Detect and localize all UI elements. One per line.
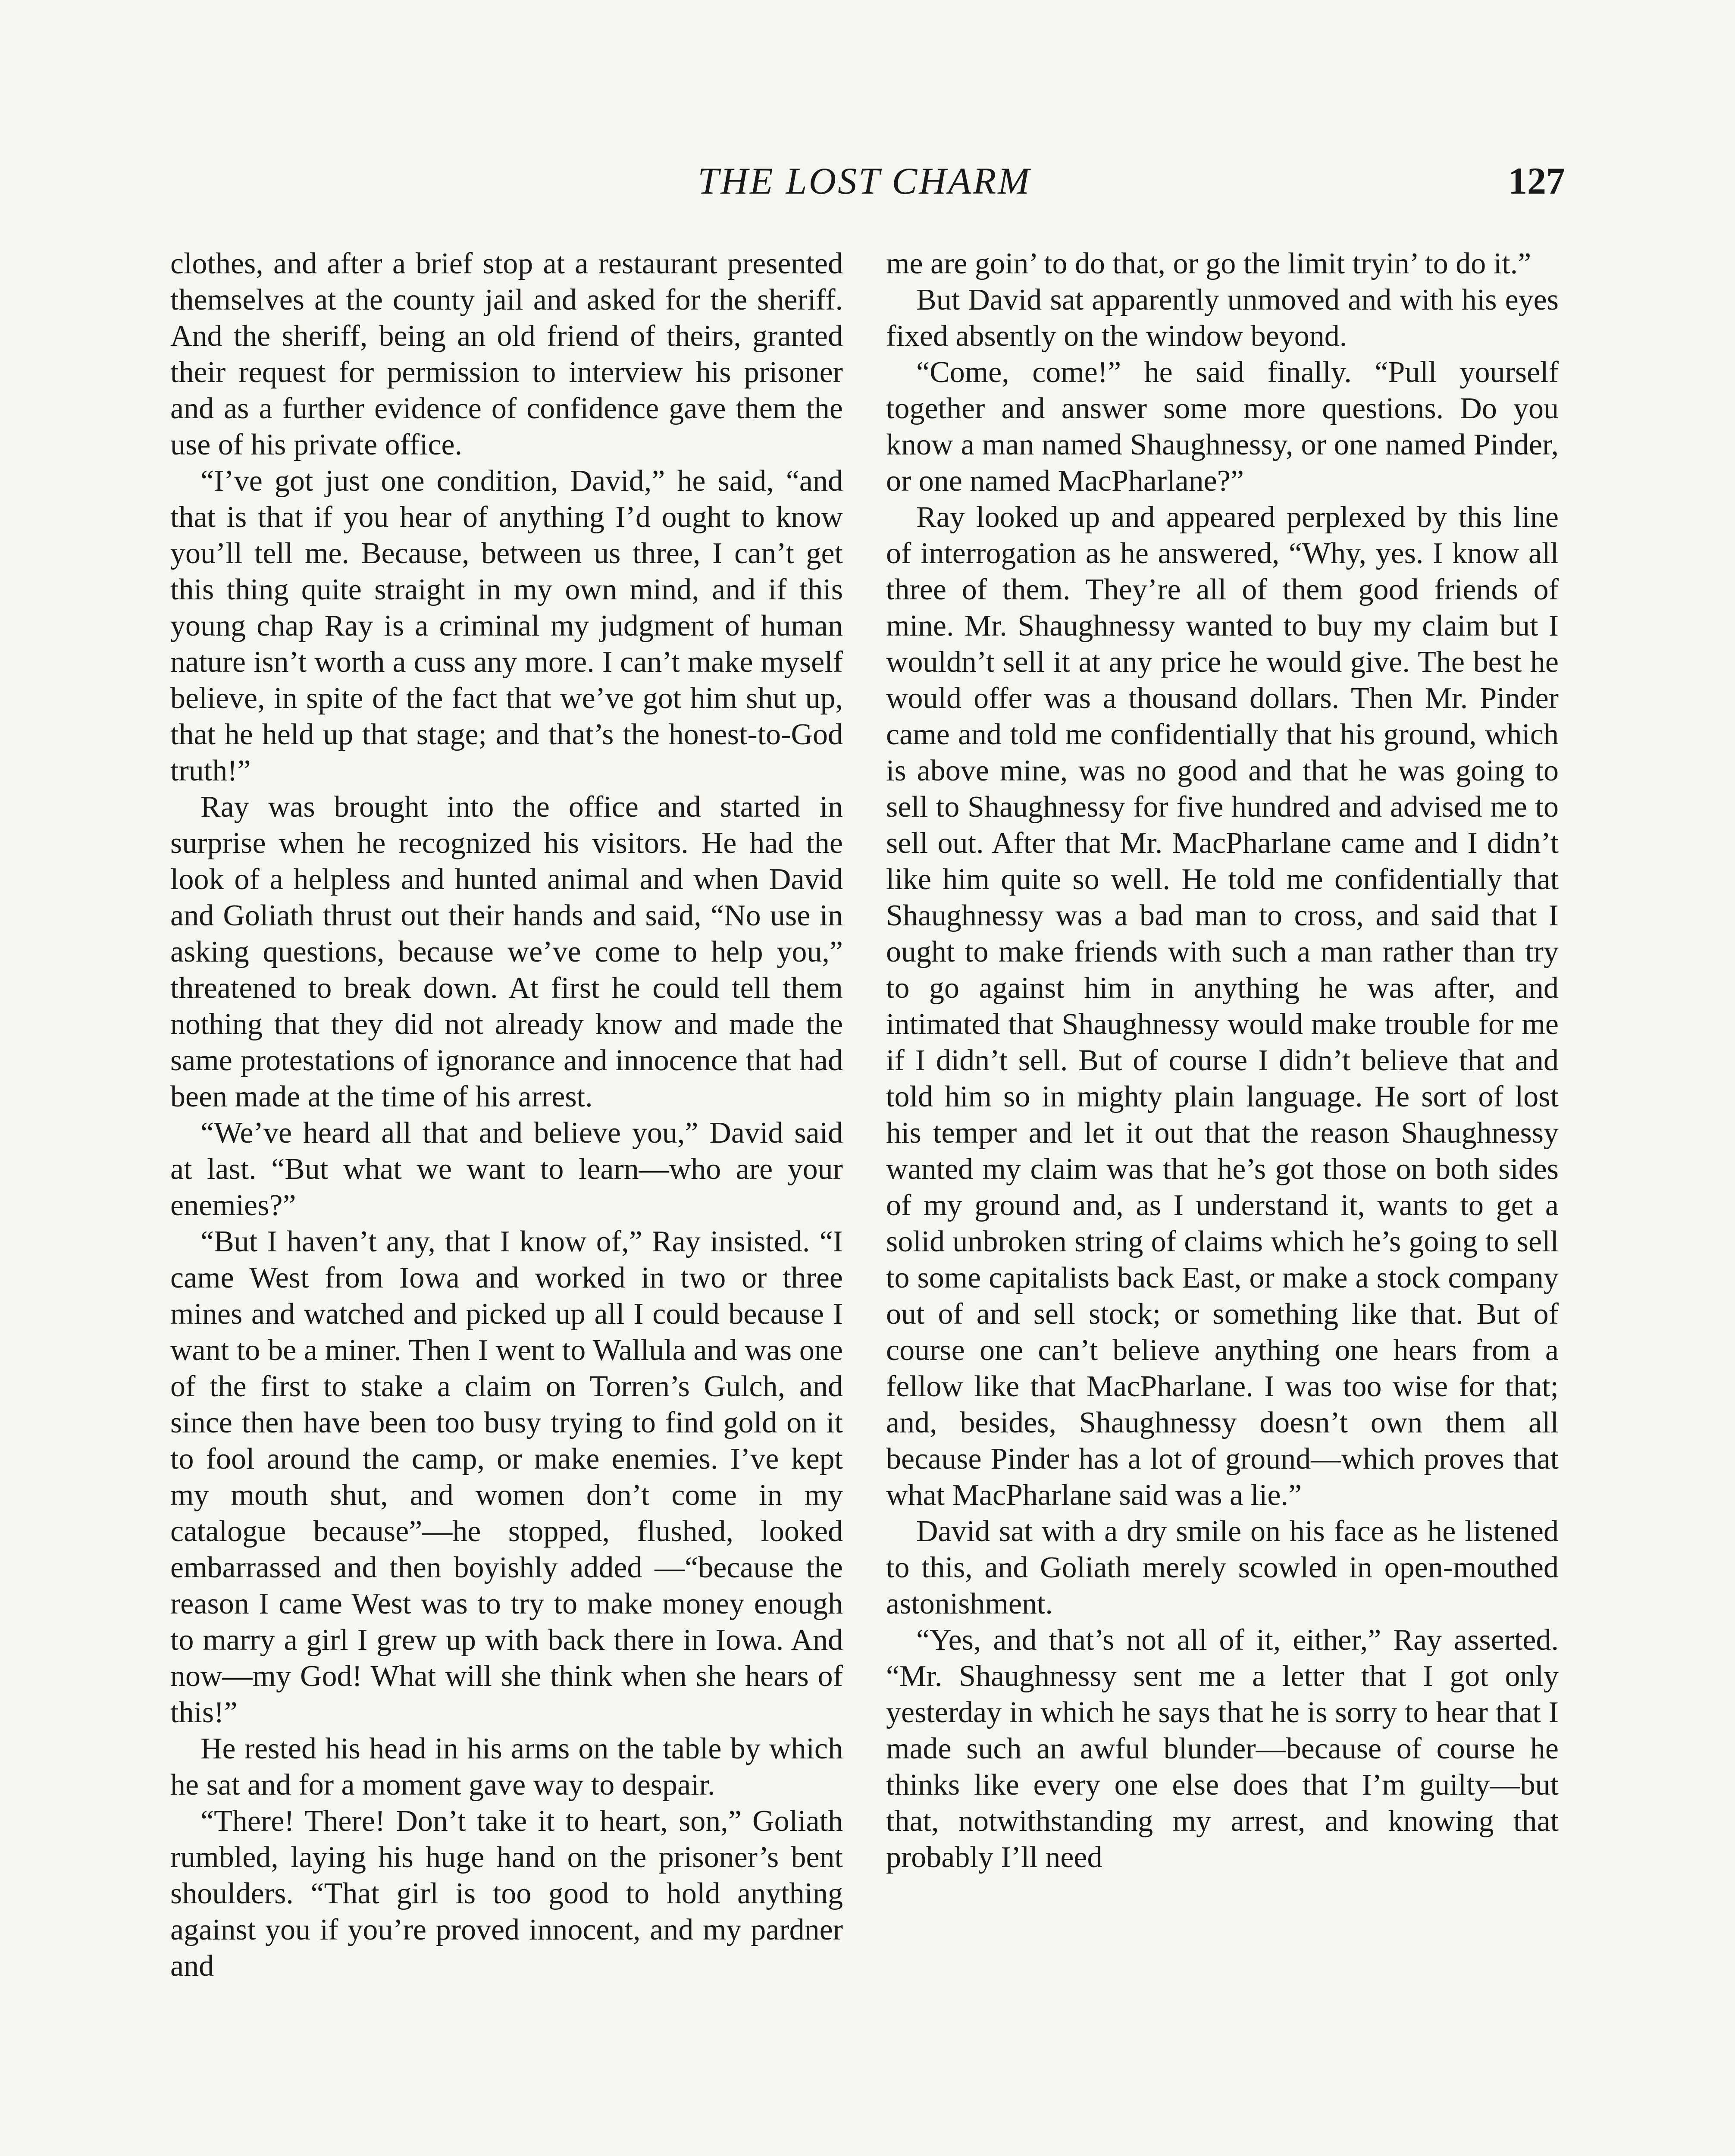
paragraph: “Come, come!” he said finally. “Pull yourself together and answer some more questions. Do you know a man named Shaughnessy, or one named Pinder, or one named MacPharlane?” [886, 356, 1559, 498]
paragraph: “There! There! Don’t take it to heart, son,” Goliath rumbled, laying his huge hand on the prisoner’s bent shoulders. “That girl is too good to hold anything against you if you’re proved innocent, and my pardner and [170, 1805, 843, 1983]
paragraph: David sat with a dry smile on his face as he listened to this, and Goliath merely scowled in open-mouthed astonishment. [886, 1515, 1559, 1620]
left-column [170, 246, 843, 1984]
running-title: THE LOST CHARM [698, 160, 1031, 202]
paragraph: “Yes, and that’s not all of it, either,” Ray asserted. “Mr. Shaughnessy sent me a letter that I got only yesterday in which he says that he is sorry to hear that I made such an awful blunder—because of course he thinks like every one else does that I’m guilty—but that, notwithstanding my arrest, and knowing that probably I’ll need [886, 1623, 1559, 1874]
paragraph: He rested his head in his arms on the table by which he sat and for a moment gave way to despair. [170, 1732, 843, 1802]
paragraph: clothes, and after a brief stop at a restaurant presented themselves at the county jail and asked for the sheriff. And the sheriff, being an old friend of theirs, granted their request for permission to interview his prisoner and as a further evidence of confidence gave them the use of his private office. [170, 247, 843, 461]
paragraph: “I’ve got just one condition, David,” he said, “and that is that if you hear of anything I’d ought to know you’ll tell me. Because, between us three, I can’t get this thing quite straight in my own mind, and if this young chap Ray is a criminal my judgment of human nature isn’t worth a cuss any more. I can’t make myself believe, in spite of the fact that we’ve got him shut up, that he held up that stage; and that’s the honest-to-God truth!” [170, 464, 843, 787]
page-number: 127 [1508, 160, 1565, 202]
paragraph: “We’ve heard all that and believe you,” David said at last. “But what we want to learn—who are your enemies?” [170, 1116, 843, 1222]
paragraph: But David sat apparently unmoved and with his eyes fixed absently on the window beyond. [886, 283, 1559, 353]
paragraph: me are goin’ to do that, or go the limit tryin’ to do it.” [886, 247, 1531, 280]
paragraph: “But I haven’t any, that I know of,” Ray insisted. “I came West from Iowa and worked in two or three mines and watched and picked up all I could because I want to be a miner. Then I went to Wallula and was one of the first to stake a claim on Torren’s Gulch, and since then have been too busy trying to find gold on it to fool around the camp, or make enemies. I’ve kept my mouth shut, and women don’t come in my catalogue because”—he stopped, flushed, looked embarrassed and then boyishly added —“because the reason I came West was to try to make money enough to marry a girl I grew up with back there in Iowa. And now—my God! What will she think when she hears of this!” [170, 1225, 843, 1729]
right-column [886, 246, 1559, 1876]
paragraph: Ray was brought into the office and started in surprise when he recognized his visitors. He had the look of a helpless and hunted animal and when David and Goliath thrust out their hands and said, “No use in asking questions, because we’ve come to help you,” threatened to break down. At first he could tell them nothing that they did not already know and made the same protestations of ignorance and innocence that had been made at the time of his arrest. [170, 790, 843, 1113]
paragraph: Ray looked up and appeared perplexed by this line of interrogation as he answered, “Why, yes. I know all three of them. They’re all of them good friends of mine. Mr. Shaughnessy wanted to buy my claim but I wouldn’t sell it at any price he would give. The best he would offer was a thousand dollars. Then Mr. Pinder came and told me confidentially that his ground, which is above mine, was no good and that he was going to sell to Shaughnessy for five hundred and advised me to sell out. After that Mr. MacPharlane came and I didn’t like him quite so well. He told me confidentially that Shaughnessy was a bad man to cross, and said that I ought to make friends with such a man rather than try to go against him in anything he was after, and intimated that Shaughnessy would make trouble for me if I didn’t sell. But of course I didn’t believe that and told him so in mighty plain language. He sort of lost his temper and let it out that the reason Shaughnessy wanted my claim was that he’s got those on both sides of my ground and, as I understand it, wants to get a solid unbroken string of claims which he’s going to sell to some capitalists back East, or make a stock company out of and sell stock; or something like that. But of course one can’t believe anything one hears from a fellow like that MacPharlane. I was too wise for that; and, besides, Shaughnessy doesn’t own them all because Pinder has a lot of ground—which proves that what MacPharlane said was a lie.” [886, 501, 1559, 1512]
page-header [164, 160, 1565, 216]
